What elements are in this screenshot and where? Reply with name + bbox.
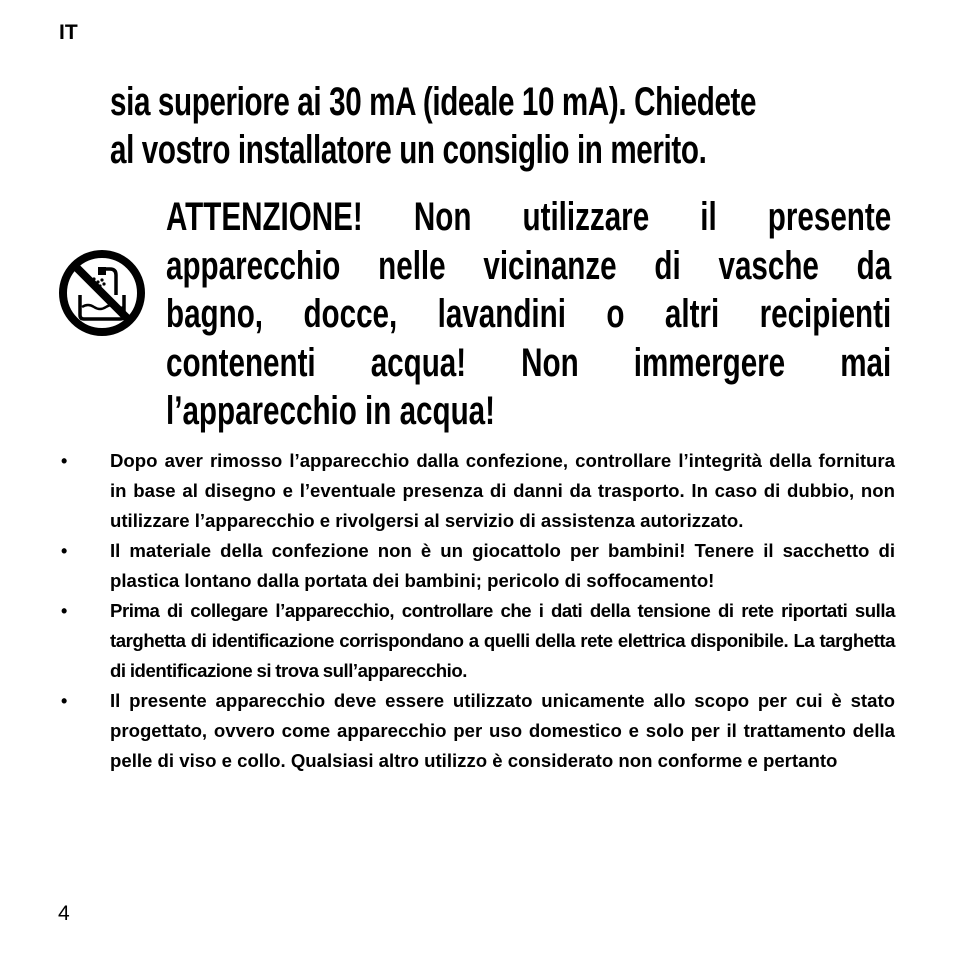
list-item [59,446,895,536]
list-item [59,596,895,686]
language-code: IT [59,21,78,44]
intro-paragraph [110,78,894,174]
list-item-text: Il materiale della confezione non è un giocattolo per bambini! Tenere il sacchetto di plastica lontano dalla portata dei bambini; pericolo di soffocamento! [110,540,895,591]
warning-line: bagno, docce, lavandini o altri recipienti [166,292,892,336]
bullet-marker: • [61,451,68,471]
list-item-text: Il presente apparecchio deve essere utilizzato unicamente allo scopo per cui è stato progettato, ovvero come apparecchio per uso domestico e solo per il trattamento della pelle di viso e collo. Qualsiasi altro utilizzo è considerato non conforme e pertanto [110,690,895,771]
page-number: 4 [58,902,70,925]
intro-line: sia superiore ai 30 mA (ideale 10 mA). Chiedete [110,80,757,124]
bullet-marker: • [61,691,68,711]
warning-line: ATTENZIONE! Non utilizzare il presente [166,195,892,239]
warning-line: l’apparecchio in acqua! [166,389,495,433]
water-warning [166,193,891,436]
warning-line: apparecchio nelle vicinanze di vasche da [166,243,892,288]
no-water-bath-icon [58,249,146,337]
list-item-text: Prima di collegare l’apparecchio, controllare che i dati della tensione di rete riportati sulla targhetta di identificazione corrispondano a quelli della rete elettrica disponibile. La targhetta di identificazione si trova sull’apparecchio. [110,600,895,681]
intro-line: al vostro installatore un consiglio in merito. [110,128,707,172]
list-item [59,536,895,596]
bullet-marker: • [61,541,68,561]
list-item-text: Dopo aver rimosso l’apparecchio dalla confezione, controllare l’integrità della fornitura in base al disegno e l’eventuale presenza di danni da trasporto. In caso di dubbio, non utilizzare l’apparecchio e rivolgersi al servizio di assistenza autorizzato. [110,450,895,531]
warning-line: contenenti acqua! Non immergere mai [166,340,892,385]
safety-list [59,446,895,776]
list-item [59,686,895,776]
bullet-marker: • [61,601,68,621]
